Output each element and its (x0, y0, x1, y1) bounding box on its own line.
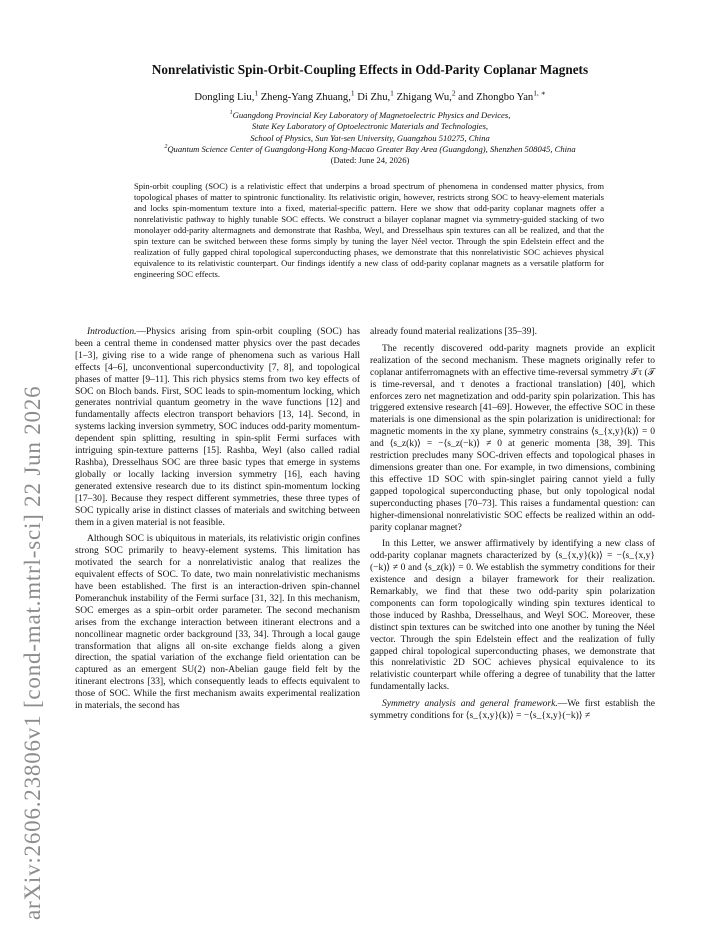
body-paragraph (75, 534, 360, 713)
body-paragraph (370, 539, 655, 694)
affiliation-text: State Key Laboratory of Optoelectronic Materials and Technologies, (251, 121, 489, 132)
paragraph-text: Although SOC is ubiquitous in materials, its relativistic origin confines strong SOC primarily to heavy-element systems. This limitation has motivated the search for a nonrelativistic analog that realizes the equivalent effects of SOC. To date, two main nonrelativistic mechanisms have been established. The first is an interaction-driven spin-channel Pomeranchuk instability of the Fermi surface [31, 32]. In this mechanism, SOC emerges as a spin–orbit order parameter. The second mechanism arises from the exchange interaction between itinerant electrons and a noncollinear magnetic order background [33, 34]. Through a local gauge transformation that aligns all on-site exchange fields along a given direction, the spatial variation of the exchange field orientation can be captured as an emergent SU(2) non-Abelian gauge field felt by the itinerant electrons [33], which consequently leads to effects equivalent to those of SOC. While the first mechanism awaits experimental realization in materials, the second has (75, 534, 360, 712)
body-column-right (370, 327, 655, 728)
author-affiliation-mark: 2 (451, 88, 456, 98)
dated-line: (Dated: June 24, 2026) (330, 155, 410, 166)
arxiv-sidebar-stamp: arXiv:2606.23806v1 [cond-mat.mtrl-sci] 22 Jun 2026 (20, 385, 45, 920)
affiliation-text: School of Physics, Sun Yat-sen University, Guangzhou 510275, China (250, 132, 490, 143)
author-name: Di Zhu, (354, 92, 391, 103)
author-affiliation-mark: 1 (350, 88, 355, 98)
affiliation-line (70, 133, 670, 144)
paragraph-text: In this Letter, we answer affirmatively by identifying a new class of odd-parity coplanar magnets characterized by ⟨s_{x,y}(k)⟩ = −⟨s_{x,y}(−k)⟩ ≠ 0 and ⟨s_z(k)⟩ = 0. We establish the symmetry conditions for their existence and design a bilayer framework for their realization. Remarkably, we find that these two odd-parity spin polarization components can form topologically winding spin textures identical to those induced by Rashba, Dresselhaus, and Weyl SOC. Moreover, these distinct spin textures can be switched into one another by tuning the Néel vector. Through the spin Edelstein effect and the realization of fully gapped chiral topological superconducting phases, we demonstrate that this nonrelativistic 2D SOC achieves physical equivalence to its relativistic counterpart while offering a degree of tunability that the latter fundamentally lacks. (370, 539, 655, 693)
body-paragraph (370, 327, 655, 339)
paragraph-text: The recently discovered odd-parity magnets provide an explicit realization of the second mechanism. These magnets originally refer to coplanar antiferromagnets with an effective time-reversal symmetry 𝒯τ (𝒯 is time-reversal, and τ denotes a fractional translation) [40], which enforces zero net magnetization and odd-parity spin polarization. This has triggered extensive research [41–69]. However, the effective SOC in these materials is one dimensional as the spin polarization is unidirectional: for magnetic moments in the xy plane, symmetry constrains ⟨s_{x,y}(k)⟩ = 0 and ⟨s_z(k)⟩ = −⟨s_z(−k)⟩ ≠ 0 at generic momenta [38, 39]. This restriction precludes many SOC-driven effects and topological phases in dimensions greater than one. For example, in two dimensions, combining this effective 1D SOC with spin-singlet pairing cannot yield a fully gapped topological superconducting phase, but only topological nodal superconducting phases [70–73]. This raises a fundamental question: can higher-dimensional nonrelativistic SOC effects be realized within an odd-parity coplanar magnet? (370, 343, 655, 533)
body-paragraph (370, 344, 655, 535)
author-name: Zhigang Wu, (393, 92, 452, 103)
affiliation-line (70, 144, 670, 155)
affiliation-mark: 1 (229, 110, 233, 117)
affiliations (70, 110, 670, 166)
author-name: and Zhongbo Yan (455, 92, 534, 103)
section-run-in-heading: Symmetry analysis and general framework. (382, 699, 558, 710)
author-list (70, 88, 670, 103)
paper-title: Nonrelativistic Spin-Orbit-Coupling Effects in Odd-Parity Coplanar Magnets (151, 62, 589, 77)
affiliation-line (70, 110, 670, 121)
author-affiliation-mark: 1 (254, 88, 259, 98)
paragraph-text: —Physics arising from spin-orbit coupling (SOC) has been a central theme in condensed matter physics over the past decades [1–3], giving rise to a wide range of phenomena such as various Hall effects [4–6], unconventional superconductivity [7, 8], and topological phases of matter [9–11]. This rich physics stems from two key effects of SOC on Bloch bands. First, SOC leads to spin-momentum locking, which generates nontrivial quantum geometry in the wave functions [12] and fundamentally affects electron transport behaviors [13, 14]. Second, in systems lacking inversion symmetry, SOC induces odd-parity momentum-dependent spin splitting, resulting in spin-split Fermi surfaces with intriguing spin-texture patterns [15]. Rashba, Weyl (also called radial Rashba), Dresselhaus SOC are three basic types that emerge in systems globally or locally lacking inversion symmetry [16], each having generated extensive research due to its distinct spin-momentum locking [17–30]. Because they respect different symmetries, these three types of SOC typically arise in distinct classes of materials and switching between them in a given material is not feasible. (75, 327, 360, 528)
body-column-left (75, 327, 360, 718)
body-paragraph (370, 699, 655, 723)
paragraph-text: —We first establish the symmetry conditions for ⟨s_{x,y}(k)⟩ = −⟨s_{x,y}(−k)⟩ ≠ (370, 699, 656, 722)
affiliation-text: Quantum Science Center of Guangdong-Hong Kong-Macao Greater Bay Area (Guangdong), Shenzhen 508045, China (167, 143, 576, 154)
author-affiliation-mark: 1, ∗ (533, 88, 546, 98)
affiliation-mark: 2 (164, 144, 168, 151)
paragraph-text: already found material realizations [35–39]. (370, 327, 537, 337)
section-run-in-heading: Introduction. (87, 327, 137, 337)
author-affiliation-mark: 1 (390, 88, 394, 98)
affiliation-text: Guangdong Provincial Key Laboratory of Magnetoelectric Physics and Devices, (232, 110, 511, 120)
author-name: Zheng-Yang Zhuang, (258, 92, 351, 103)
author-name: Dongling Liu, (194, 92, 255, 103)
body-paragraph (75, 327, 360, 529)
abstract: Spin-orbit coupling (SOC) is a relativistic effect that underpins a broad spectrum of phenomena in condensed matter physics, from topological phases of matter to spintronic functionality. Its relativistic origin, however, restricts strong SOC to heavy-element materials and locks spin-momentum texture into a fixed, material-specific pattern. Here we show that odd-parity coplanar magnets offer a nonrelativistic pathway to highly tunable SOC effects. We construct a bilayer coplanar magnet via symmetry-guided stacking of two monolayer odd-parity altermagnets and demonstrate that Rashba, Weyl, and Dresselhaus spin textures can all be realized, and that the spin texture can be switched between these forms simply by tuning the layer Néel vector. Through the spin Edelstein effect and the realization of fully gapped chiral topological superconducting phases, we demonstrate that this nonrelativistic SOC achieves physical equivalence to its relativistic counterpart. Our findings identify a new class of odd-parity coplanar magnets as a versatile platform for engineering SOC effects. (134, 181, 604, 279)
affiliation-line (70, 121, 670, 132)
